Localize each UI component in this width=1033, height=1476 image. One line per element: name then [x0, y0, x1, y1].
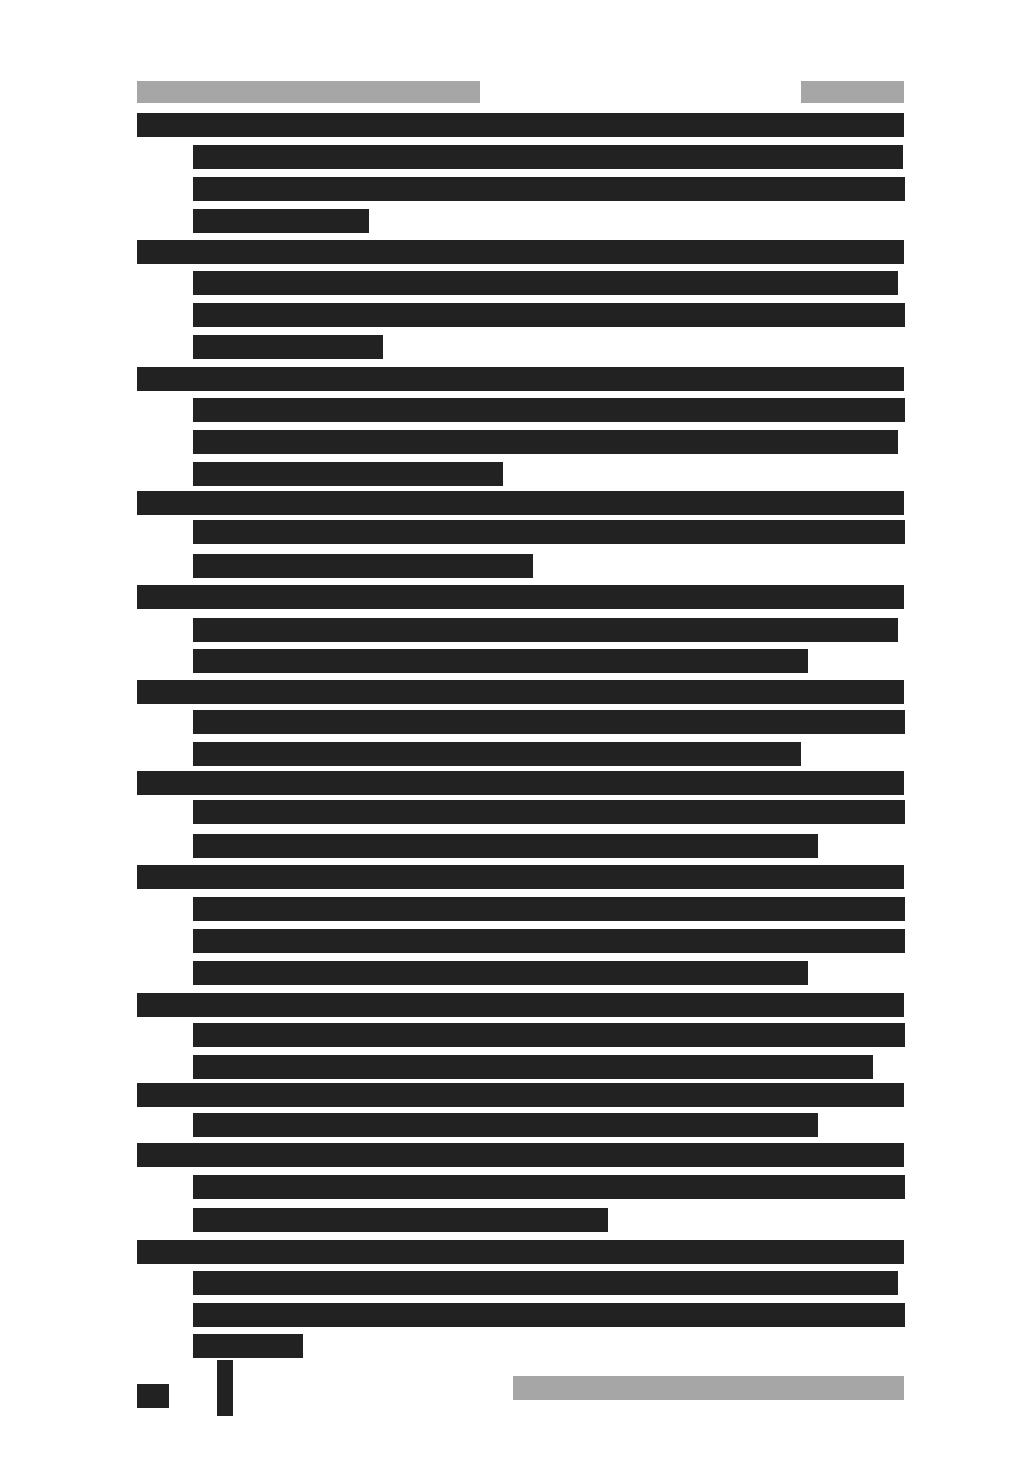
reference-entry-10-line-1 [137, 1083, 904, 1107]
reference-entry-2-line-1 [137, 240, 904, 264]
page-number [137, 1384, 169, 1408]
reference-entry-4-line-3 [193, 554, 533, 578]
reference-entry-1-line-1 [137, 113, 904, 137]
reference-entry-5-line-1 [137, 585, 904, 609]
reference-entry-8-line-4 [193, 961, 808, 985]
reference-entry-8-line-2 [193, 897, 905, 921]
reference-entry-8-line-3 [193, 929, 905, 953]
reference-entry-9-line-1 [137, 993, 904, 1017]
reference-entry-7-line-2 [193, 800, 905, 824]
reference-entry-12-line-1 [137, 1240, 904, 1264]
reference-entry-12-line-4 [193, 1334, 303, 1358]
reference-entry-1-line-4 [193, 209, 369, 233]
reference-entry-8-line-1 [137, 865, 904, 889]
reference-entry-7-line-1 [137, 771, 904, 795]
reference-entry-2-line-2 [193, 271, 898, 295]
reference-entry-5-line-2 [193, 618, 898, 642]
reference-entry-12-line-2 [193, 1271, 898, 1295]
reference-entry-9-line-3 [193, 1055, 873, 1079]
reference-entry-6-line-2 [193, 710, 905, 734]
reference-entry-11-line-2 [193, 1175, 905, 1199]
reference-entry-1-line-3 [193, 177, 905, 201]
reference-entry-3-line-4 [193, 462, 503, 486]
reference-entry-10-line-2 [193, 1113, 818, 1137]
reference-entry-5-line-3 [193, 649, 808, 673]
reference-entry-7-line-3 [193, 834, 818, 858]
reference-entry-12-line-3 [193, 1303, 905, 1327]
reference-entry-6-line-1 [137, 680, 904, 704]
reference-entry-3-line-2 [193, 398, 905, 422]
reference-entry-4-line-2 [193, 520, 905, 544]
running-header-left [137, 81, 480, 103]
reference-entry-11-line-1 [137, 1143, 904, 1167]
reference-entry-2-line-4 [193, 335, 383, 359]
reference-entry-6-line-3 [193, 742, 801, 766]
reference-entry-3-line-1 [137, 367, 904, 391]
reference-entry-2-line-3 [193, 303, 905, 327]
footer-journal-line [513, 1376, 904, 1400]
reference-entry-11-line-3 [193, 1208, 608, 1232]
reference-entry-4-line-1 [137, 491, 904, 515]
reference-entry-3-line-3 [193, 430, 898, 454]
reference-entry-9-line-2 [193, 1023, 905, 1047]
footer-vertical-rule [217, 1360, 233, 1416]
running-header-right [801, 81, 904, 103]
reference-entry-1-line-2 [193, 145, 903, 169]
